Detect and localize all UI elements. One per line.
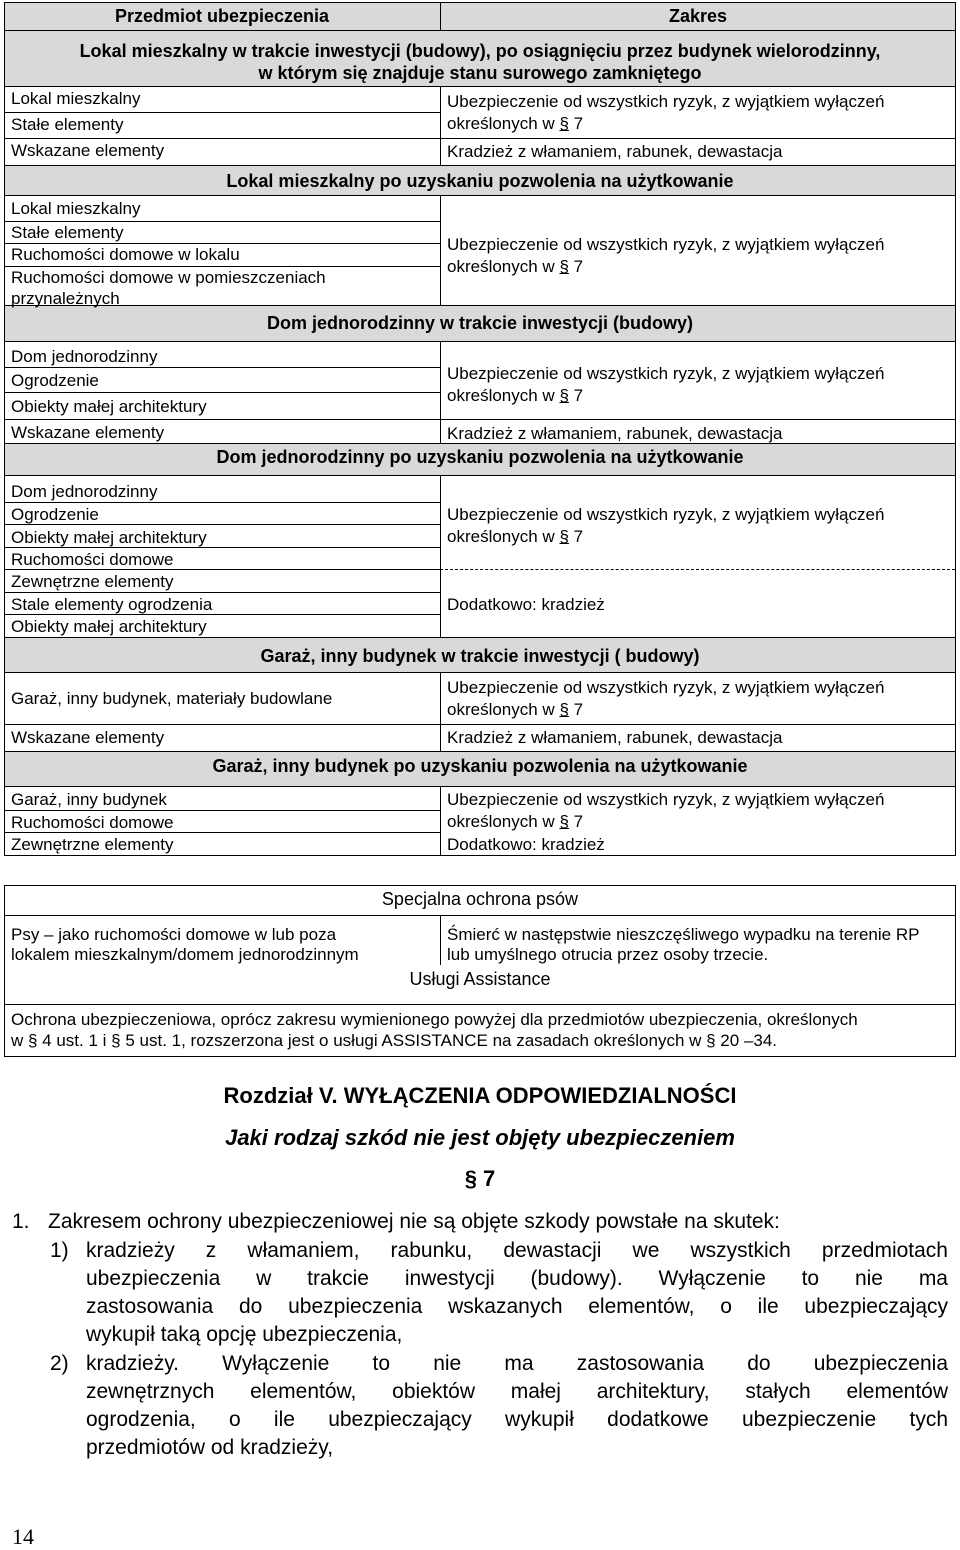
scope-extra-theft: Dodatkowo: kradzież [447, 595, 605, 614]
scope-reference: określonych w § 7 [447, 257, 584, 276]
scope-text: Ubezpieczenie od wszystkich ryzyk, z wyjątkiem wyłączeń [447, 364, 885, 383]
section-title: Lokal mieszkalny po uzyskaniu pozwolenia na użytkowanie [226, 171, 734, 191]
subject-item: Garaż, inny budynek, materiały budowlane [11, 689, 333, 708]
scope-theft: Kradzież z włamaniem, rabunek, dewastacja [447, 142, 783, 161]
clause-item-line: kradzieży z włamaniem, rabunku, dewastacji we wszystkich przedmiotach [86, 1239, 948, 1262]
scope-extra-theft: Dodatkowo: kradzież [447, 835, 605, 854]
subject-item: Ruchomości domowe [11, 813, 174, 832]
scope-text: Ubezpieczenie od wszystkich ryzyk, z wyjątkiem wyłączeń [447, 235, 885, 254]
clause-item-line: ogrodzenia, o ile ubezpieczający wykupił dodatkowe ubezpieczenie tych [86, 1408, 948, 1431]
chapter-title: Rozdział V. WYŁĄCZENIA ODPOWIEDZIALNOŚCI [223, 1083, 737, 1108]
clause-item-line: zewnętrznych elementów, obiektów małej architektury, stałych elementów [86, 1380, 948, 1403]
dogs-title: Specjalna ochrona psów [381, 889, 579, 909]
section-title: Dom jednorodzinny w trakcie inwestycji (budowy) [266, 313, 694, 333]
page-number: 14 [12, 1524, 34, 1549]
subject-item: przynależnych [11, 289, 120, 308]
clause-item-line: ubezpieczenia w trakcie inwestycji (budowy). Wyłączenie to nie ma [86, 1267, 948, 1290]
subject-item: Obiekty małej architektury [11, 617, 207, 636]
clause-item-number: 1) [50, 1239, 69, 1262]
subject-item: Lokal mieszkalny [11, 199, 141, 218]
scope-reference: określonych w § 7 [447, 386, 584, 405]
chapter-subtitle: Jaki rodzaj szkód nie jest objęty ubezpieczeniem [225, 1125, 735, 1150]
scope-text: Ubezpieczenie od wszystkich ryzyk, z wyjątkiem wyłączeń [447, 92, 885, 111]
subject-item: Obiekty małej architektury [11, 397, 207, 416]
dogs-scope: Śmierć w następstwie nieszczęśliwego wypadku na terenie RP [447, 925, 920, 944]
scope-reference: określonych w § 7 [447, 114, 584, 133]
clause-item-line: kradzieży. Wyłączenie to nie ma zastosowania do ubezpieczenia [86, 1352, 948, 1375]
section-title: Garaż, inny budynek po uzyskaniu pozwolenia na użytkowanie [212, 756, 748, 776]
clause-item-line: przedmiotów od kradzieży, [86, 1436, 334, 1459]
dogs-scope: lub umyślnego otrucia przez osoby trzecie. [447, 945, 769, 964]
scope-reference: określonych w § 7 [447, 700, 584, 719]
dogs-subject: lokalem mieszkalnym/domem jednorodzinnym [11, 945, 359, 964]
subject-item: Garaż, inny budynek [11, 790, 167, 809]
subject-item: Dom jednorodzinny [11, 347, 158, 366]
scope-reference: określonych w § 7 [447, 812, 584, 831]
subject-item: Zewnętrzne elementy [11, 572, 174, 591]
section-heading: § 7 [464, 1166, 496, 1191]
scope-reference: określonych w § 7 [447, 527, 584, 546]
subject-item: Obiekty małej architektury [11, 528, 207, 547]
subject-item: Zewnętrzne elementy [11, 835, 174, 854]
assistance-text: w § 4 ust. 1 i § 5 ust. 1, rozszerzona jest o usługi ASSISTANCE na zasadach określonych w § 20 –34. [11, 1031, 778, 1050]
scope-theft: Kradzież z włamaniem, rabunek, dewastacja [447, 424, 783, 443]
section-title: Lokal mieszkalny w trakcie inwestycji (budowy), po osiągnięciu przez budynek wielorodzinny, [79, 41, 881, 61]
subject-item: Ruchomości domowe w lokalu [11, 245, 240, 264]
scope-text: Ubezpieczenie od wszystkich ryzyk, z wyjątkiem wyłączeń [447, 505, 885, 524]
assistance-text: Ochrona ubezpieczeniowa, oprócz zakresu wymienionego powyżej dla przedmiotów ubezpieczenia, określonych [11, 1010, 858, 1029]
header-scope: Zakres [668, 6, 728, 26]
subject-item: Ruchomości domowe w pomieszczeniach [11, 268, 326, 287]
subject-item: Dom jednorodzinny [11, 482, 158, 501]
dogs-subject: Psy – jako ruchomości domowe w lub poza [11, 925, 337, 944]
assistance-title: Usługi Assistance [409, 969, 551, 989]
scope-text: Ubezpieczenie od wszystkich ryzyk, z wyjątkiem wyłączeń [447, 678, 885, 697]
clause-number: 1. [12, 1210, 30, 1233]
subject-item: Stale elementy ogrodzenia [11, 595, 213, 614]
subject-item: Lokal mieszkalny [11, 89, 141, 108]
subject-item: Stałe elementy [11, 223, 124, 242]
subject-item: Wskazane elementy [11, 141, 165, 160]
scope-text: Ubezpieczenie od wszystkich ryzyk, z wyjątkiem wyłączeń [447, 790, 885, 809]
header-subject: Przedmiot ubezpieczenia [114, 6, 330, 26]
section-title: Dom jednorodzinny po uzyskaniu pozwolenia na użytkowanie [216, 447, 744, 467]
clause-intro: Zakresem ochrony ubezpieczeniowej nie są objęte szkody powstałe na skutek: [48, 1210, 780, 1233]
subject-item: Stałe elementy [11, 115, 124, 134]
subject-item: Ruchomości domowe [11, 550, 174, 569]
clause-item-number: 2) [50, 1352, 69, 1375]
scope-theft: Kradzież z włamaniem, rabunek, dewastacja [447, 728, 783, 747]
clause-item-line: wykupił taką opcję ubezpieczenia, [86, 1323, 403, 1346]
clause-item-line: zastosowania do ubezpieczenia wskazanych elementów, o ile ubezpieczający [86, 1295, 948, 1318]
subject-item: Wskazane elementy [11, 423, 165, 442]
section-title: w którym się znajduje stanu surowego zamkniętego [258, 63, 702, 83]
section-title: Garaż, inny budynek w trakcie inwestycji ( budowy) [260, 646, 700, 666]
subject-item: Wskazane elementy [11, 728, 165, 747]
subject-item: Ogrodzenie [11, 505, 99, 524]
subject-item: Ogrodzenie [11, 371, 99, 390]
